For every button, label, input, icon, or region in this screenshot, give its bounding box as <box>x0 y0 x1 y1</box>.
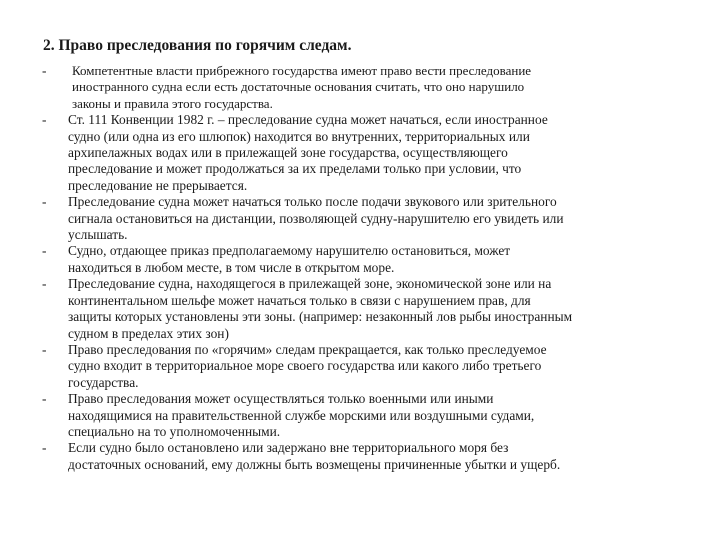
section-heading: 2. Право преследования по горячим следам. <box>43 37 352 54</box>
list-item-text: Право преследования может осуществляться только военными или иными находящимися на правительственной службе морскими или воздушными судами, специально на то уполномоченными. <box>68 391 535 439</box>
list-item <box>41 276 681 342</box>
bullet-dash: - <box>42 391 47 407</box>
list-item <box>41 440 681 473</box>
list-item-text: Преследование судна, находящегося в прилежащей зоне, экономической зоне или на континентальном шельфе может начаться только в связи с нарушением прав, для защиты которых установлены эти зоны. (например: незаконный лов рыбы иностранным судном в пределах этих зон) <box>68 276 573 341</box>
list-item <box>41 243 681 276</box>
list-item-text: Компетентные власти прибрежного государства имеют право вести преследование иностранного судна если есть достаточные основания считать, что оно нарушило законы и правила этого государства. <box>72 63 532 111</box>
bullet-dash: - <box>42 341 47 357</box>
list-item-text: Преследование судна может начаться только после подачи звукового или зрительного сигнала остановиться на дистанции, позволяющей судну-нарушителю его увидеть или услышать. <box>68 194 564 243</box>
list-item-text: Судно, отдающее приказ предполагаемому нарушителю остановиться, может находиться в любом месте, в том числе в открытом море. <box>68 243 511 275</box>
list-item-text: Если судно было остановлено или задержано вне территориального моря без достаточных оснований, ему должны быть возмещены причиненные убытки и ущерб. <box>68 440 561 472</box>
list-item <box>41 194 681 243</box>
bullet-dash: - <box>42 112 47 128</box>
bullet-dash: - <box>42 194 47 210</box>
bullet-list <box>41 63 681 473</box>
list-item-text: Право преследования по «горячим» следам прекращается, как только преследуемое судно входит в территориальное море своего государства или какого либо третьего государства. <box>68 341 547 390</box>
list-item <box>41 342 681 391</box>
list-item-text: Ст. 111 Конвенции 1982 г. – преследование судна может начаться, если иностранное судно (или одна из его шлюпок) находится во внутренних, территориальных или архипелажных водах или в прилежащей зоне государства, осуществляющего преследование и может продолжаться за их пределами только при условии, что преследование не прерывается. <box>68 112 548 193</box>
list-item <box>41 63 681 112</box>
list-item <box>41 112 681 194</box>
bullet-dash: - <box>42 243 47 259</box>
bullet-dash: - <box>42 63 47 78</box>
bullet-dash: - <box>42 276 47 292</box>
list-item <box>41 391 681 440</box>
bullet-dash: - <box>42 440 47 456</box>
